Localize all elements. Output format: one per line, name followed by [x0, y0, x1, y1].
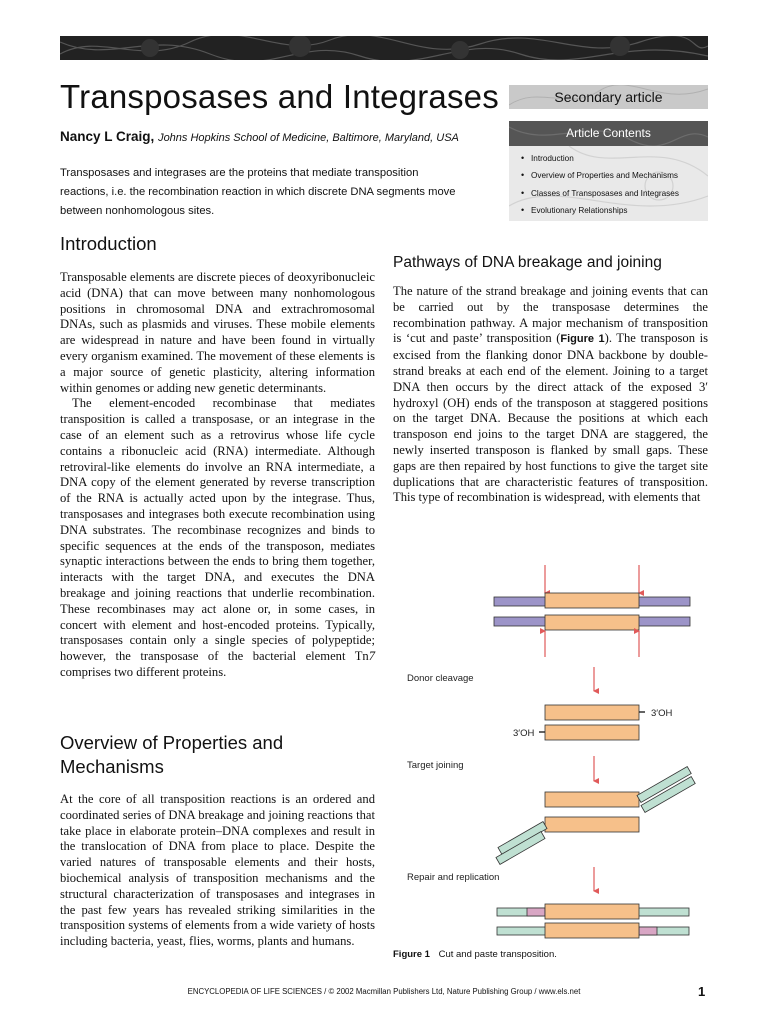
article-contents-box: [509, 146, 708, 221]
introduction-heading: Introduction: [60, 233, 157, 254]
pathways-heading: Pathways of DNA breakage and joining: [393, 254, 662, 271]
article-contents-list: [509, 150, 679, 220]
repaired-product-stage: [497, 904, 689, 938]
secondary-article-badge: [509, 85, 708, 109]
intro-p2-text-a: The element-encoded recombinase that mediates transposition is called a transposase, or an integrase in the case of an element such as a retrovirus whose life cycle contains a ribonucleic acid (RNA) intermediate. Although retroviral-like elements do involve an RNA intermediate, a DNA copy of the element generated by reverse transcription of the RNA is actually acted upon by the integrase. Thus, transposases and integrases both execute recombination using DNA substrates. The recombinase recognizes and binds to specific sequences at the ends of the transposon, mediates synaptic interactions between the ends to bring them together, interacts with the target DNA, and executes the DNA breakage and joining reactions that underlie recombination. These recombinases may act alone or, in some cases, in concert with element and host-encoded proteins. Typically, transposases contain only a single species of polypeptide; however, the transposase of the bacterial element Tn: [60, 396, 375, 664]
intro-p2-text-b: comprises two different proteins.: [60, 664, 227, 679]
pathways-body: [393, 284, 708, 506]
page-title: Transposases and Integrases: [60, 78, 499, 115]
overview-body: [60, 792, 375, 950]
article-contents-title: Article Contents: [566, 126, 651, 140]
target-duplication-top: [527, 908, 545, 916]
secondary-article-label: Secondary article: [554, 89, 663, 105]
contents-item[interactable]: • Overview of Properties and Mechanisms: [509, 167, 679, 184]
figure-1-diagram: [393, 555, 723, 945]
inserted-transposon-top: [545, 904, 639, 919]
transposon-top: [545, 593, 639, 608]
pathways-text-b: ). The transposon is excised from the flanking donor DNA backbone by double-strand breaks at each end of the element. Joining to a target DNA then occurs by the direct attack of the exposed 3′ hydroxyl (OH) ends of the transposon at staggered positions on the target DNA. Because the positions at which each transposon end joins to the target DNA are staggered, the newly inserted transposon is flanked by small gaps. These gaps are then repaired by host functions to give the target site duplications that are characteristic features of transposition. This type of recombination is widespread, with elements that: [393, 331, 708, 505]
oh-label-left: 3′OH: [513, 728, 535, 739]
figure-caption-number: Figure 1: [393, 949, 430, 960]
stage-label-target-joining: Target joining: [407, 760, 464, 771]
joined-transposon-top: [545, 792, 639, 807]
contents-item[interactable]: • Classes of Transposases and Integrases: [509, 185, 679, 202]
article-contents-header: [509, 121, 708, 146]
pathways-paragraph-1: [393, 284, 708, 506]
excised-transposon-top: [545, 705, 639, 720]
figure-reference-link[interactable]: Figure 1: [560, 333, 605, 346]
overview-paragraph-1: At the core of all transposition reactions is an ordered and coordinated series of DNA breakage and joining reactions that take place in elaborate protein–DNA complexes and result in the translocation of DNA from place to place. Despite the varied natures of transposable elements and their hosts, biochemical analysis of transposition mechanisms and the structural characterization of transposases and integrases in the past few years has revealed striking similarities in the transposition systems of elements from a wide variety of hosts including bacteria, yeast, flies, worms, plants and humans.: [60, 792, 375, 949]
stage-label-repair-replication: Repair and replication: [407, 872, 500, 883]
intro-paragraph-1: Transposable elements are discrete pieces of deoxyribonucleic acid (DNA) that can move between many nonhomologous positions in chromosomal DNA and extrachromosomal DNAs, such as plasmids and viruses. These mobile elements are widespread in nature and have been found in virtually every organism examined. The movement of these elements is a major source of genetic plasticity, altering information within genomes or adding new genetic determinants.: [60, 270, 375, 395]
banner-pattern: [60, 36, 708, 60]
abstract: Transposases and integrases are the proteins that mediate transposition reactions, i.e. the recombination reaction in which discrete DNA segments move between nonhomologous sites.: [60, 167, 456, 217]
inserted-transposon-bottom: [545, 923, 639, 938]
page-number: 1: [698, 984, 706, 999]
author-affiliation: Johns Hopkins School of Medicine, Baltimore, Maryland, USA: [158, 132, 459, 144]
introduction-body: [60, 270, 375, 681]
byline: [60, 129, 459, 144]
top-banner: [60, 36, 708, 60]
figure-caption-text: Cut and paste transposition.: [438, 949, 557, 960]
intro-paragraph-2: [60, 396, 375, 680]
contents-item[interactable]: • Evolutionary Relationships: [509, 202, 679, 219]
contents-item[interactable]: • Introduction: [509, 150, 679, 167]
target-duplication-bottom: [639, 927, 657, 935]
transposon-bottom: [545, 615, 639, 630]
excised-transposon-stage: [513, 705, 672, 740]
author-name: Nancy L Craig,: [60, 129, 155, 144]
donor-dna-stage: [494, 565, 690, 657]
intro-p2-italic: 7: [368, 649, 375, 664]
figure-caption: [393, 949, 557, 960]
excised-transposon-bottom: [545, 725, 639, 740]
pathways-text-a: The nature of the strand breakage and joining events that can be carried out by the transposase determines the recombination pathway. A major mechanism of transposition is ‘cut and paste’ transposition (: [393, 284, 708, 346]
joined-transposon-bottom: [545, 817, 639, 832]
stage-label-donor-cleavage: Donor cleavage: [407, 673, 474, 684]
overview-heading: Overview of Properties and Mechanisms: [60, 732, 284, 777]
target-joining-stage: [496, 767, 695, 865]
oh-label-right: 3′OH: [651, 708, 673, 719]
page-footer: ENCYCLOPEDIA OF LIFE SCIENCES / © 2002 Macmillan Publishers Ltd, Nature Publishing Group / www.els.net: [187, 987, 581, 996]
